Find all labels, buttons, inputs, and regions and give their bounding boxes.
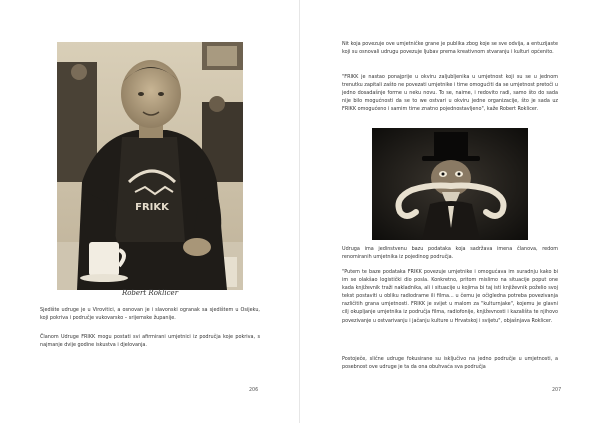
right-page bbox=[300, 0, 600, 423]
left-paragraph-2: Članom Udruge FRIKK mogu postati svi afirmirani umjetnici iz područja koje pokriva, s najmanje dvije godine iskustva i djelovanja. bbox=[40, 334, 260, 349]
surreal-portrait-image bbox=[372, 128, 528, 240]
left-paragraph-1: Sjedište udruge je u Virovitici, a osnovan je i slavonski ogranak sa sjedištem u Osijeku, koji pokriva i područje vukovarsko – srijemske županije. bbox=[40, 307, 260, 322]
tshirt-logo-text: FRIKK bbox=[135, 202, 169, 213]
right-paragraph-4: "Putem te baze podataka FRIKK povezuje umjetnike i omogućava im suradnju kako bi im se olakšao logistički dio posla. Konkretno, pritom mislimo na situacije poput one kada književnik traži nakladnika, ali i situacije u kojima bi taj isti književnik poželio svoj tekst postaviti u obliku radiodrame ili filma... u čemu je očigledna potreba povezivanja različitih grana umjetnosti. FRIKK je svijet u malom za "kulturnjake", kojemu je glavni cilj okupljanje umjetnika iz područja filma, radiofonije, književnosti i kazališta te njihovo povezivanje u ostvarivanju i jačanju kulture u Hrvatskoj i svijetu", objašnjava Roklicer. bbox=[342, 269, 558, 324]
right-paragraph-1: Nit koja povezuje ove umjetničke grane je publika zbog koje se sve odvija, a entuzijaste koji su osnovali udrugu povezuje ljubav prema kreativnom stvaranju i kulturi općenito. bbox=[342, 41, 558, 56]
page-number-left: 206 bbox=[249, 388, 259, 393]
right-paragraph-3: Udruga ima jedinstvenu bazu podataka koja sadržava imena članova, redom renomiranih umjetnika iz pojedinog područja. bbox=[342, 246, 558, 261]
page-number-right: 207 bbox=[552, 388, 562, 393]
right-paragraph-5: Postoječe, slične udruge fokusirane su isključivo na jedno područje u umjetnosti, a posebnost ove udruge je ta da ona obuhvaća sva područja bbox=[342, 356, 558, 371]
photo-caption: Robert Roklicer bbox=[121, 289, 179, 297]
right-paragraph-2: "FRIKK je nastao ponajprije u okviru zaljubljenika u umjetnost koji su se u jednom trenutku zapitali zašto ne povezati umjetnike i time omogućiti da se umjetnost pretoči u jedno dosadašnje forme u neku novu. To se, naime, i redovito radi, samo što do sada nije bilo mogućnosti da se to we ostvari u okviru jedne organizacije, što je sada uz FRIKK omogućeno i samim time znatno pojednostavljeno", kaže Robert Roklicer. bbox=[342, 74, 558, 113]
portrait-photo-robert-roklicer bbox=[57, 42, 243, 290]
